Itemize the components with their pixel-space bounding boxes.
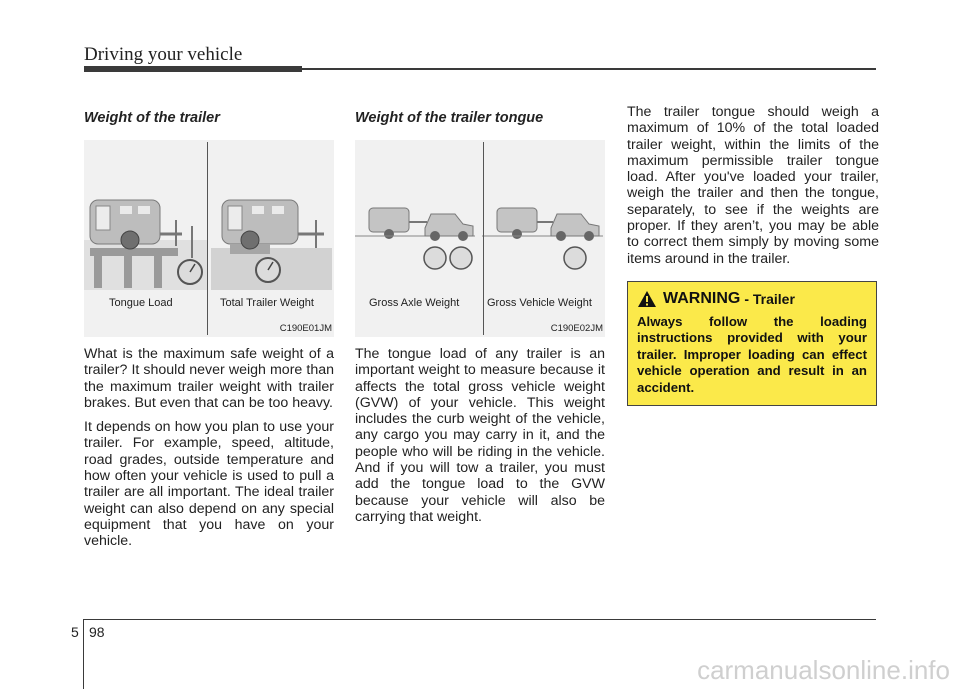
column-tongue-limit xyxy=(627,104,879,406)
section-number: 5 xyxy=(71,624,79,640)
figure-code: C190E02JM xyxy=(550,323,603,334)
header-rule-thin xyxy=(302,68,876,70)
figure-tongue-weight xyxy=(355,140,605,337)
warning-box xyxy=(627,281,877,406)
paragraph: It depends on how you plan to use your trailer. For example, speed, altitude, road grades, outside temperature and how often your vehicle is used to pull a trailer are all important. The ideal trailer weight can also depend on any special equipment that you have on your vehicle. xyxy=(84,419,334,550)
caption-gross-axle-weight: Gross Axle Weight xyxy=(369,297,460,309)
caption-tongue-load: Tongue Load xyxy=(109,297,173,309)
caption-gross-vehicle-weight: Gross Vehicle Weight xyxy=(487,297,592,309)
caption-total-trailer-weight: Total Trailer Weight xyxy=(220,297,314,309)
column-trailer-weight xyxy=(84,110,334,558)
warning-label: WARNING xyxy=(663,289,741,307)
footer-divider xyxy=(83,619,84,689)
figure-divider xyxy=(207,142,208,335)
page-header-title: Driving your vehicle xyxy=(84,44,243,65)
watermark: carmanualsonline.info xyxy=(697,655,950,685)
warning-subtitle: - Trailer xyxy=(744,290,795,307)
warning-text: Always follow the loading instructions provided with your trailer. Improper loading can effect vehicle operation and result in an accident. xyxy=(637,313,867,395)
warning-title xyxy=(637,290,867,308)
heading-tongue-weight: Weight of the trailer tongue xyxy=(355,110,544,126)
footer-rule xyxy=(84,619,876,620)
figure-code: C190E01JM xyxy=(279,323,332,334)
header-rule-thick xyxy=(84,66,302,72)
heading-trailer-weight: Weight of the trailer xyxy=(84,110,220,126)
warning-triangle-icon xyxy=(637,290,657,308)
paragraph: What is the maximum safe weight of a trailer? It should never weigh more than the maximum trailer weight with trailer brakes. But even that can be too heavy. xyxy=(84,346,334,411)
figure-trailer-weight xyxy=(84,140,334,337)
paragraph: The tongue load of any trailer is an important weight to measure because it affects the total gross vehicle weight (GVW) of your vehicle. This weight includes the curb weight of the vehicle, any cargo you may carry in it, and the people who will be riding in the vehicle. And if you will tow a trailer, you must add the tongue load to the GVW because your vehicle will also be carrying that weight. xyxy=(355,346,605,525)
paragraph: The trailer tongue should weigh a maximum of 10% of the total loaded trailer weight, within the limits of the maximum permissible trailer tongue load. After you've loaded your trailer, weigh the trailer and then the tongue, separately, to see if the weights are proper. If they aren’t, you may be able to correct them simply by moving some items around in the trailer. xyxy=(627,104,879,267)
figure-divider xyxy=(483,142,484,335)
column-tongue-weight xyxy=(355,110,605,533)
page-number: 98 xyxy=(89,624,105,640)
